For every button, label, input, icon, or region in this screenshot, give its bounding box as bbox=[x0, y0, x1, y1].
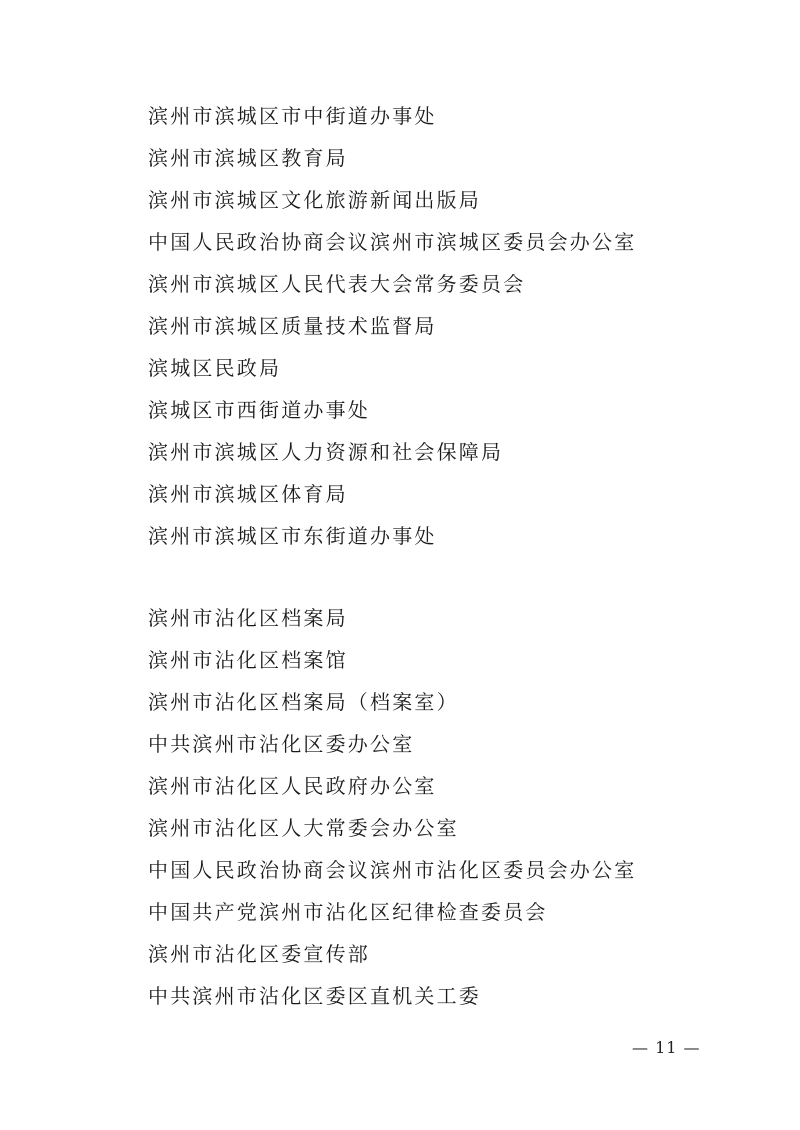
list-item: 中国人民政治协商会议滨州市沾化区委员会办公室 bbox=[148, 858, 637, 882]
organization-list-zhanhua bbox=[148, 597, 636, 1017]
list-item: 滨州市滨城区体育局 bbox=[148, 482, 348, 506]
list-item: 滨州市滨城区文化旅游新闻出版局 bbox=[148, 188, 481, 212]
list-item: 中国人民政治协商会议滨州市滨城区委员会办公室 bbox=[148, 230, 637, 254]
list-item: 滨州市滨城区教育局 bbox=[148, 146, 348, 170]
list-item: 滨州市沾化区人大常委会办公室 bbox=[148, 816, 459, 840]
list-item: 滨州市滨城区市东街道办事处 bbox=[148, 524, 437, 548]
list-item: 中共滨州市沾化区委办公室 bbox=[148, 732, 415, 756]
list-item: 滨州市沾化区委宣传部 bbox=[148, 942, 370, 966]
list-item: 滨州市沾化区档案局 bbox=[148, 606, 348, 630]
list-item: 滨州市滨城区人力资源和社会保障局 bbox=[148, 440, 504, 464]
list-item: 滨州市沾化区档案局（档案室） bbox=[148, 690, 459, 714]
list-item: 中国共产党滨州市沾化区纪律检查委员会 bbox=[148, 900, 548, 924]
page-number: — 11 — bbox=[632, 1038, 701, 1057]
list-item: 滨州市滨城区质量技术监督局 bbox=[148, 314, 437, 338]
list-item: 滨州市沾化区档案馆 bbox=[148, 648, 348, 672]
list-item: 滨州市滨城区市中街道办事处 bbox=[148, 104, 437, 128]
list-item: 滨州市滨城区人民代表大会常务委员会 bbox=[148, 272, 526, 296]
list-item: 中共滨州市沾化区委区直机关工委 bbox=[148, 984, 481, 1008]
list-item: 滨城区市西街道办事处 bbox=[148, 398, 370, 422]
list-item: 滨城区民政局 bbox=[148, 356, 282, 380]
organization-list-bincheng bbox=[148, 95, 636, 557]
list-item: 滨州市沾化区人民政府办公室 bbox=[148, 774, 437, 798]
